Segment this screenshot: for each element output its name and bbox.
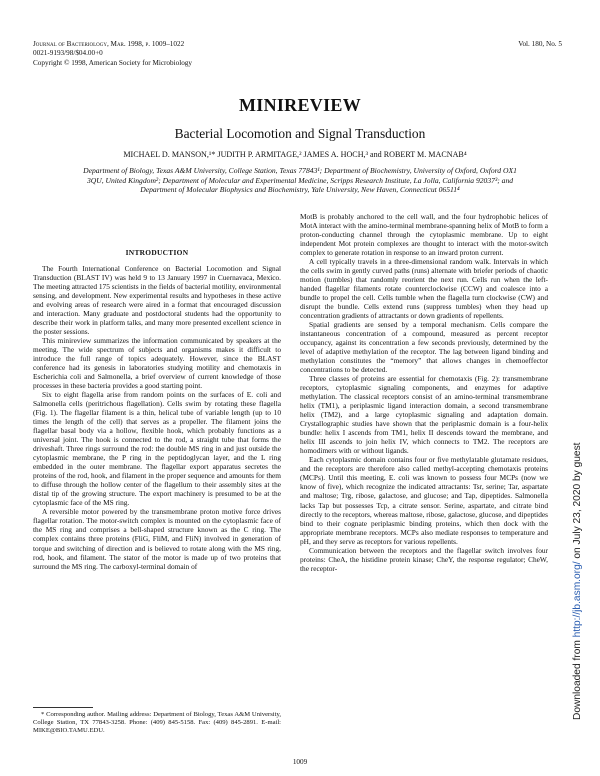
paragraph: Three classes of proteins are essential for chemotaxis (Fig. 2): transmembrane receptors, cytoplasmic signaling components, and enzymes for adaptive methylation. The classical receptors consist of an amino-terminal transmembrane helix (TM1), a periplasmic ligand interaction domain, a second transmembrane helix (TM2), and a large cytoplasmic signaling and adaptation domain. Crystallographic studies have shown that the periplasmic domain is a four-helix bundle: helix I ascends from TM1, helix II descends toward the membrane, and helix III ascends to join helix IV, which connects to TM2. The receptors are homodimers with or without ligands. bbox=[300, 374, 548, 456]
page-number: 1009 bbox=[292, 758, 308, 766]
volume-info: Vol. 180, No. 5 bbox=[518, 40, 562, 48]
paragraph: A cell typically travels in a three-dimensional random walk. Intervals in which the cells swim in gently curved paths (runs) alternate with briefer periods of chaotic motion (tumbles) that randomly reorient the next run. Cells run when the left-handed flagellar filaments rotate counterclockwise (CCW) and coalesce into a bundle to propel the cell. Cells tumble when the flagella turn clockwise (CW) and disrupt the bundle. Cells extend runs (suppress tumbles) when they head up concentration gradients of attractants or down gradients of repellents. bbox=[300, 257, 548, 321]
corresponding-author-footnote: * Corresponding author. Mailing address: Department of Biology, Texas A&M University, College Station, TX 77843-3258. Phone: (409) 845-5158. Fax: (409) 845-2891. E-mail: MIKE@BIO.TAMU.EDU. bbox=[33, 711, 281, 735]
affiliations: Department of Biology, Texas A&M University, College Station, Texas 77843¹; Department of Biochemistry, University of Oxford, Oxford OX1 3QU, United Kingdom²; Department of Molecular and Experimental Medicine, Scripps Research Institute, La Jolla, California 92037³; and Department of Molecular Biophysics and Biochemistry, Yale University, New Haven, Connecticut 06511⁴ bbox=[83, 166, 517, 195]
journal-line: Journal of Bacteriology, Mar. 1998, p. 1009–1022 bbox=[33, 40, 185, 48]
paragraph: A reversible motor powered by the transmembrane proton motive force drives flagellar rotation. The motor-switch complex is mounted on the cytoplasmic face of the MS ring and comprises a bell-shaped structure known as the C ring. The complex contains three proteins (FliG, FliM, and FliN) involved in generation of torque and switching of direction and is believed to rotate along with the MS ring, rod, hook, and filament. The stator of the motor is made up of two proteins that surround the MS ring. The carboxyl-terminal domain of bbox=[33, 507, 281, 571]
running-header bbox=[33, 40, 192, 68]
paragraph: Spatial gradients are sensed by a temporal mechanism. Cells compare the instantaneous concentration of a compound, measured as percent receptor occupancy, against its concentration a few seconds previously, determined by the level of adaptive methylation of the receptor. The lag between ligand binding and methylation constitutes the “memory” that allows changes in chemoeffector concentrations to be detected. bbox=[300, 320, 548, 375]
paragraph: Each cytoplasmic domain contains four or five methylatable glutamate residues, and the receptors are therefore also called methyl-accepting chemotaxis proteins (MCPs). Until this meeting, E. coli was known to possess four MCPs (now we know of five), which recognize the indicated attractants: Tsr, serine; Tar, aspartate and maltose; Trg, ribose, galactose, and glucose; and Tap, dipeptides. Salmonella lacks Tap but possesses Tcp, a citrate sensor. Serine, aspartate, and citrate bind directly to the receptors, whereas maltose, ribose, galactose, glucose, and dipeptides bind to their cognate periplasmic binding proteins, which then dock with the appropriate membrane receptors. MCPs also mediate responses to temperature and pH, and they serve as receptors for various repellents. bbox=[300, 455, 548, 546]
paragraph: MotB is probably anchored to the cell wall, and the four hydrophobic helices of MotA interact with the amino-terminal membrane-spanning helix of MotB to form a proton-conducting channel through the cytoplasmic membrane. Up to eight independent Mot protein complexes are thought to interact with the motor-switch complex to generate rotation in response to an inward proton current. bbox=[300, 212, 548, 258]
journal-link[interactable]: http://jb.asm.org/ bbox=[572, 561, 583, 638]
author-list: MICHAEL D. MANSON,¹* JUDITH P. ARMITAGE,² JAMES A. HOCH,³ and ROBERT M. MACNAB⁴ bbox=[123, 150, 467, 159]
paragraph: The Fourth International Conference on Bacterial Locomotion and Signal Transduction (BLAST IV) was held 9 to 13 January 1997 in Cuernavaca, Mexico. The meeting attracted 175 scientists in the fields of bacterial motility, environmental sensing, and development. New experimental results and hypotheses in these active and evolving areas of research were aired in a format that encouraged discussion and interaction. Many graduate and postdoctoral students had the opportunity to describe their work in platform talks, and many more presented excellent science in the poster sessions. bbox=[33, 264, 281, 337]
article-title: Bacterial Locomotion and Signal Transduction bbox=[174, 126, 426, 141]
footnote-divider bbox=[33, 707, 93, 708]
copyright-line: Copyright © 1998, American Society for Microbiology bbox=[33, 58, 192, 67]
paragraph: This minireview summarizes the information communicated by speakers at the meeting. The wide spectrum of subjects and organisms makes it difficult to introduce the full range of topics adequately. However, since the BLAST conference had its genesis in laboratories studying motility and chemotaxis in Escherichia coli and Salmonella, a brief overview of current knowledge of those processes in these bacteria provides a good starting point. bbox=[33, 336, 281, 391]
download-watermark bbox=[572, 443, 583, 721]
issn-line: 0021-9193/98/$04.00+0 bbox=[33, 49, 103, 58]
paragraph: Six to eight flagella arise from random points on the surfaces of E. coli and Salmonella cells (peritrichous flagellation). Cells swim by rotating these flagella (Fig. 1). The flagellar filament is a thin, helical tube of variable length (up to 10 times the length of the cell) that serves as a propeller. The filament joins the flagellar basal body via a hollow, flexible hook, which probably functions as a universal joint. The hook is connected to the rod, a straight tube that forms the driveshaft. Three rings surround the rod: the double MS ring in and just outside the cytoplasmic membrane, the P ring in the peptidoglycan layer, and the L ring embedded in the outer membrane. The flagellar export apparatus secretes the proteins of the rod, hook, and filament in the proper sequence and amounts for them to diffuse through the hollow center of the flagellum to their assembly sites at the distal tip of the growing structure. The export machinery is presumed to be at the cytoplasmic face of the MS ring. bbox=[33, 390, 281, 508]
section-label: MINIREVIEW bbox=[238, 95, 361, 115]
paragraph: Communication between the receptors and the flagellar switch involves four proteins: CheA, the histidine protein kinase; CheY, the response regulator; CheW, the receptor- bbox=[300, 545, 548, 573]
right-column bbox=[300, 212, 548, 573]
left-column bbox=[33, 248, 281, 571]
download-suffix: on July 23, 2020 by guest bbox=[572, 442, 583, 562]
download-prefix: Downloaded from bbox=[572, 637, 583, 720]
introduction-heading: INTRODUCTION bbox=[125, 248, 189, 257]
